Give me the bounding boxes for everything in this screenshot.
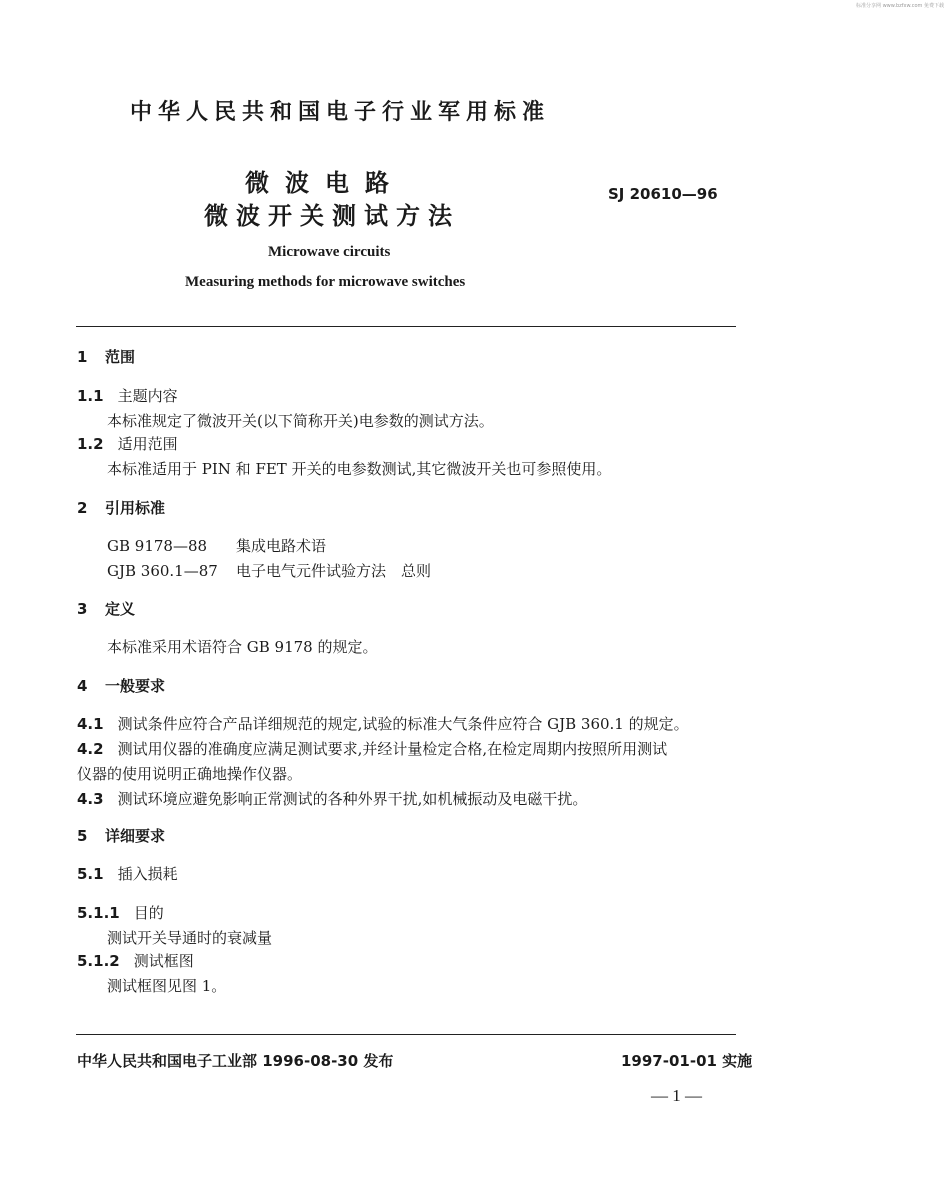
- effective-date: 1997-01-01 实施: [621, 1052, 753, 1070]
- section-4-1: 4.1 测试条件应符合产品详细规范的规定,试验的标准大气条件应符合 GJB 360.1 的规定。: [77, 715, 689, 733]
- section-3-text: 本标准采用术语符合 GB 9178 的规定。: [107, 638, 378, 656]
- section-3-heading: 3 定义: [77, 600, 136, 618]
- section-1-1-heading: 1.1 主题内容: [77, 387, 178, 405]
- watermark-text: 标准分享网 www.bzfxw.com 免费下载: [856, 3, 944, 9]
- section-4-heading: 4 一般要求: [77, 677, 166, 695]
- section-1-1-text: 本标准规定了微波开关(以下简称开关)电参数的测试方法。: [107, 412, 494, 430]
- section-1-2-text: 本标准适用于 PIN 和 FET 开关的电参数测试,其它微波开关也可参照使用。: [107, 460, 612, 478]
- section-5-1-2-heading: 5.1.2 测试框图: [77, 952, 194, 970]
- section-5-heading: 5 详细要求: [77, 827, 166, 845]
- section-4-2-continuation: 仪器的使用说明正确地操作仪器。: [77, 765, 303, 783]
- standard-code: SJ 20610—96: [608, 185, 718, 203]
- reference-item: GB 9178—88 集成电路术语: [107, 537, 327, 555]
- title-en-line1: Microwave circuits: [268, 244, 391, 260]
- bottom-divider: [76, 1034, 736, 1035]
- section-5-1-1-heading: 5.1.1 目的: [77, 904, 164, 922]
- section-5-1-1-text: 测试开关导通时的衰减量: [107, 929, 273, 947]
- section-1-heading: 1 范围: [77, 348, 136, 366]
- section-1-2-heading: 1.2 适用范围: [77, 435, 178, 453]
- issue-date: 中华人民共和国电子工业部 1996-08-30 发布: [77, 1052, 394, 1070]
- section-2-heading: 2 引用标准: [77, 499, 166, 517]
- section-4-3: 4.3 测试环境应避免影响正常测试的各种外界干扰,如机械振动及电磁干扰。: [77, 790, 588, 808]
- title-cn-line2: 微波开关测试方法: [204, 202, 460, 230]
- reference-item: GJB 360.1—87 电子电气元件试验方法 总则: [107, 562, 432, 580]
- standard-type-heading: 中华人民共和国电子行业军用标准: [130, 100, 551, 125]
- section-5-1-heading: 5.1 插入损耗: [77, 865, 178, 883]
- section-4-2: 4.2 测试用仪器的准确度应满足测试要求,并经计量检定合格,在检定周期内按照所用测试: [77, 740, 668, 758]
- title-en-line2: Measuring methods for microwave switches: [185, 274, 466, 290]
- section-5-1-2-text: 测试框图见图 1。: [107, 977, 227, 995]
- title-cn-line1: 微波电路: [245, 169, 405, 197]
- page-number: — 1 —: [651, 1086, 702, 1105]
- top-divider: [76, 326, 736, 327]
